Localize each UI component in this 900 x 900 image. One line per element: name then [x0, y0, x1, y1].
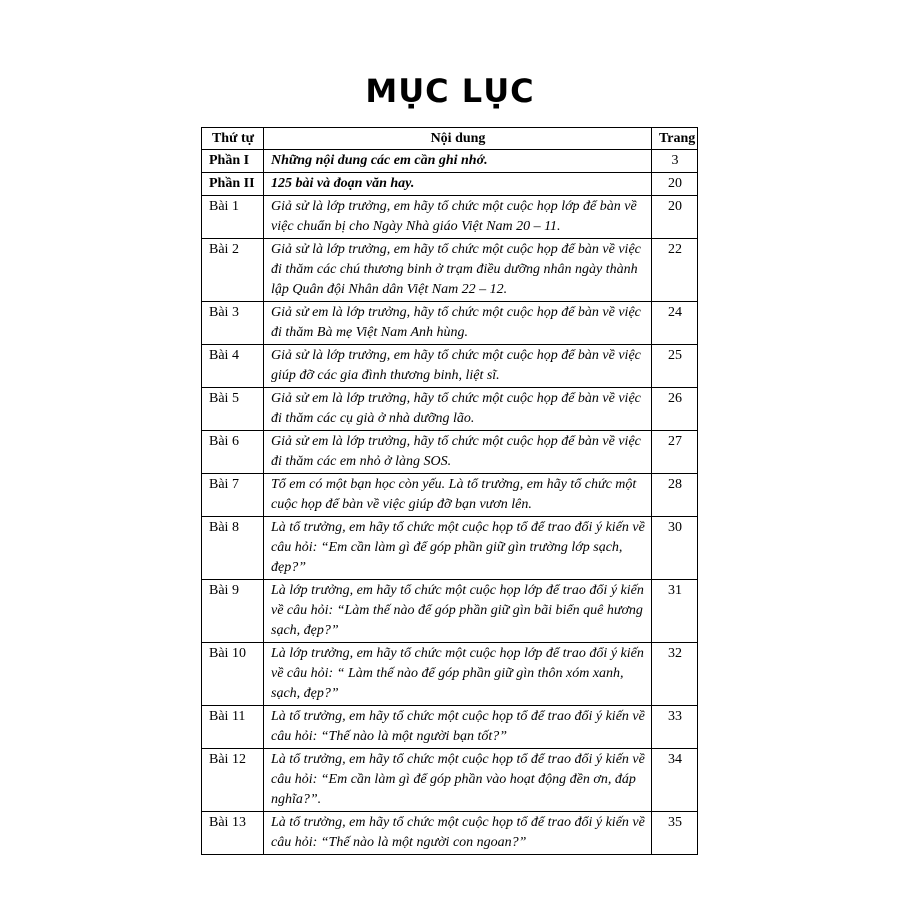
- row-number: Bài 4: [202, 345, 264, 388]
- row-page: 31: [652, 580, 698, 643]
- row-content: Giả sử em là lớp trưởng, hãy tổ chức một cuộc họp để bàn về việc đi thăm các cụ già ở nhà dưỡng lão.: [264, 388, 652, 431]
- row-page: 32: [652, 643, 698, 706]
- row-page: 20: [652, 173, 698, 196]
- row-content: Giả sử là lớp trưởng, em hãy tổ chức một cuộc họp lớp để bàn về việc chuẩn bị cho Ngày Nhà giáo Việt Nam 20 – 11.: [264, 196, 652, 239]
- row-number: Phần II: [202, 173, 264, 196]
- row-page: 25: [652, 345, 698, 388]
- page-title: MỤC LỤC: [365, 72, 535, 110]
- row-number: Bài 1: [202, 196, 264, 239]
- row-number: Bài 8: [202, 517, 264, 580]
- table-row: [202, 706, 698, 749]
- table-row: [202, 431, 698, 474]
- row-page: 35: [652, 812, 698, 855]
- header-row: [202, 128, 698, 150]
- row-page: 20: [652, 196, 698, 239]
- row-number: Bài 6: [202, 431, 264, 474]
- row-page: 33: [652, 706, 698, 749]
- table-row: [202, 388, 698, 431]
- toc-header: [202, 128, 698, 150]
- row-number: Bài 5: [202, 388, 264, 431]
- row-number: Bài 2: [202, 239, 264, 302]
- row-number: Bài 12: [202, 749, 264, 812]
- row-content: Giả sử là lớp trưởng, em hãy tổ chức một cuộc họp để bàn về việc giúp đỡ các gia đình thương binh, liệt sĩ.: [264, 345, 652, 388]
- header-order: Thứ tự: [202, 128, 264, 150]
- table-row: [202, 749, 698, 812]
- row-page: 30: [652, 517, 698, 580]
- table-row: [202, 474, 698, 517]
- row-page: 27: [652, 431, 698, 474]
- row-content: 125 bài và đoạn văn hay.: [264, 173, 652, 196]
- table-row: [202, 580, 698, 643]
- table-row: [202, 173, 698, 196]
- row-number: Bài 9: [202, 580, 264, 643]
- row-content: Là tổ trưởng, em hãy tổ chức một cuộc họp tổ để trao đổi ý kiến về câu hỏi: “Thế nào là một người con ngoan?”: [264, 812, 652, 855]
- table-row: [202, 239, 698, 302]
- toc-table: [201, 127, 698, 855]
- table-row: [202, 517, 698, 580]
- row-content: Là tổ trưởng, em hãy tổ chức một cuộc họp tổ để trao đổi ý kiến về câu hỏi: “Em cần làm gì để góp phần vào hoạt động đền ơn, đáp nghĩa?”.: [264, 749, 652, 812]
- table-row: [202, 150, 698, 173]
- row-page: 24: [652, 302, 698, 345]
- row-content: Giả sử em là lớp trưởng, hãy tổ chức một cuộc họp để bàn về việc đi thăm Bà mẹ Việt Nam Anh hùng.: [264, 302, 652, 345]
- row-number: Bài 3: [202, 302, 264, 345]
- table-row: [202, 812, 698, 855]
- header-page: Trang: [652, 128, 698, 150]
- row-number: Bài 11: [202, 706, 264, 749]
- row-content: Là lớp trưởng, em hãy tổ chức một cuộc họp lớp để trao đổi ý kiến về câu hỏi: “Làm thế nào để góp phần giữ gìn bãi biển quê hương sạch, đẹp?”: [264, 580, 652, 643]
- row-number: Bài 7: [202, 474, 264, 517]
- table-row: [202, 345, 698, 388]
- row-number: Bài 13: [202, 812, 264, 855]
- row-number: Phần I: [202, 150, 264, 173]
- row-page: 26: [652, 388, 698, 431]
- row-content: Là lớp trưởng, em hãy tổ chức một cuộc họp lớp để trao đổi ý kiến về câu hỏi: “ Làm thế nào để góp phần giữ gìn thôn xóm xanh, sạch, đẹp?”: [264, 643, 652, 706]
- row-content: Là tổ trưởng, em hãy tổ chức một cuộc họp tổ để trao đổi ý kiến về câu hỏi: “Em cần làm gì để góp phần giữ gìn trường lớp sạch, đẹp?”: [264, 517, 652, 580]
- table-row: [202, 196, 698, 239]
- row-number: Bài 10: [202, 643, 264, 706]
- row-content: Giả sử em là lớp trưởng, hãy tổ chức một cuộc họp để bàn về việc đi thăm các em nhỏ ở làng SOS.: [264, 431, 652, 474]
- table-row: [202, 643, 698, 706]
- row-page: 34: [652, 749, 698, 812]
- row-page: 3: [652, 150, 698, 173]
- row-content: Những nội dung các em cần ghi nhớ.: [264, 150, 652, 173]
- row-content: Là tổ trưởng, em hãy tổ chức một cuộc họp tổ để trao đổi ý kiến về câu hỏi: “Thế nào là một người bạn tốt?”: [264, 706, 652, 749]
- table-row: [202, 302, 698, 345]
- row-page: 28: [652, 474, 698, 517]
- header-content: Nội dung: [264, 128, 652, 150]
- row-page: 22: [652, 239, 698, 302]
- row-content: Giả sử là lớp trưởng, em hãy tổ chức một cuộc họp để bàn về việc đi thăm các chú thương binh ở trạm điều dưỡng nhân ngày thành lập Quân đội Nhân dân Việt Nam 22 – 12.: [264, 239, 652, 302]
- toc-body: [202, 150, 698, 855]
- row-content: Tổ em có một bạn học còn yếu. Là tổ trưởng, em hãy tổ chức một cuộc họp để bàn về việc giúp đỡ bạn vươn lên.: [264, 474, 652, 517]
